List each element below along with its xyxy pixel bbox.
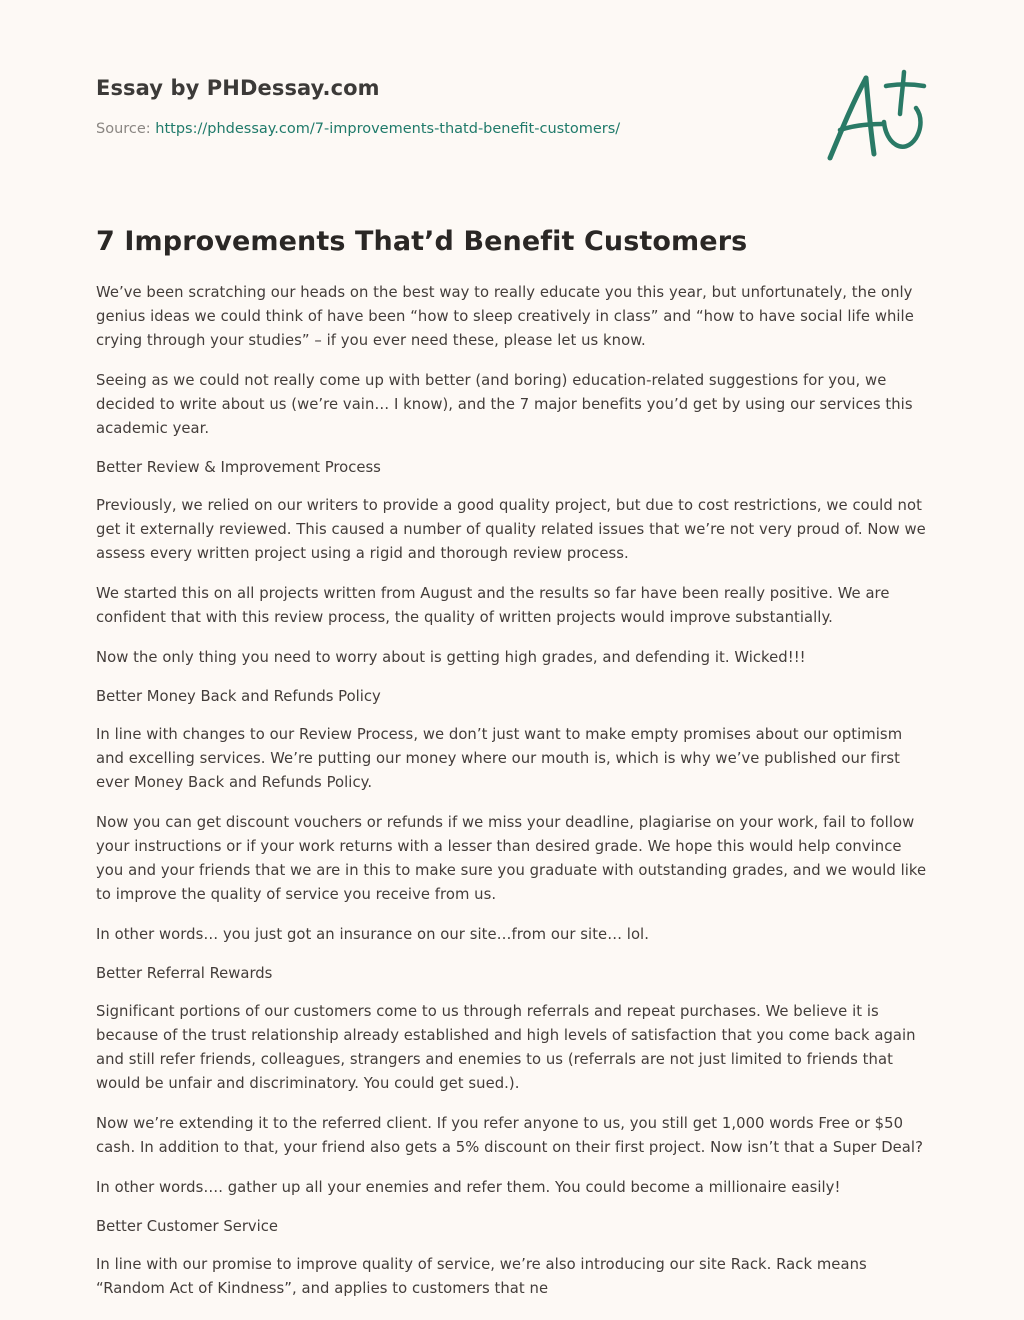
section-heading: Better Referral Rewards [96,965,273,982]
article-title: 7 Improvements That’d Benefit Customers [96,226,748,257]
page-header [96,70,796,137]
article-body [96,281,932,1301]
a-plus-logo-icon [818,64,930,168]
paragraph: Now the only thing you need to worry about is getting high grades, and defending it. Wicked!!! [96,649,806,666]
section-heading: Better Review & Improvement Process [96,459,381,476]
paragraph: Significant portions of our customers come to us through referrals and repeat purchases. We believe it is because of the trust relationship already established and high levels of satisfaction that you come back again and still refer friends, colleagues, strangers and enemies to us (referrals are not just limited to friends that would be unfair and discriminatory. You could get sued.). [96,1003,916,1092]
section-heading: Better Customer Service [96,1218,279,1235]
source-link[interactable]: https://phdessay.com/7-improvements-thatd-benefit-customers/ [155,121,621,137]
paragraph: In other words… you just got an insurance on our site…from our site… lol. [96,926,649,943]
source-label: Source: [96,121,156,137]
paragraph: Now you can get discount vouchers or refunds if we miss your deadline, plagiarise on your work, fail to follow your instructions or if your work returns with a lesser than desired grade. We hope this would help convince you and your friends that we are in this to make sure you graduate with outstanding grades, and we would like to improve the quality of service you receive from us. [96,814,927,903]
paragraph: We started this on all projects written from August and the results so far have been really positive. We are confident that with this review process, the quality of written projects would improve substantially. [96,585,890,626]
site-title: Essay by PHDessay.com [96,76,380,100]
paragraph: Now we’re extending it to the referred client. If you refer anyone to us, you still get 1,000 words Free or $50 cash. In addition to that, your friend also gets a 5% discount on their first project. Now isn’t that a Super Deal? [96,1115,923,1156]
paragraph: In other words…. gather up all your enemies and refer them. You could become a millionaire easily! [96,1179,841,1196]
paragraph: In line with our promise to improve quality of service, we’re also introducing our site Rack. Rack means “Random Act of Kindness”, and applies to customers that ne [96,1256,867,1297]
section-heading: Better Money Back and Refunds Policy [96,688,381,705]
paragraph: Seeing as we could not really come up with better (and boring) education-related suggestions for you, we decided to write about us (we’re vain… I know), and the 7 major benefits you’d get by using our services this academic year. [96,372,913,437]
paragraph: In line with changes to our Review Process, we don’t just want to make empty promises about our optimism and excelling services. We’re putting our money where our mouth is, which is why we’ve published our first ever Money Back and Refunds Policy. [96,726,903,791]
paragraph: Previously, we relied on our writers to provide a good quality project, but due to cost restrictions, we could not get it externally reviewed. This caused a number of quality related issues that we’re not very proud of. Now we assess every written project using a rigid and thorough review process. [96,497,926,562]
article [96,226,932,1317]
source-line [96,121,796,137]
paragraph: We’ve been scratching our heads on the best way to really educate you this year, but unfortunately, the only genius ideas we could think of have been “how to sleep creatively in class” and “how to have social life while crying through your studies” – if you ever need these, please let us know. [96,284,914,349]
